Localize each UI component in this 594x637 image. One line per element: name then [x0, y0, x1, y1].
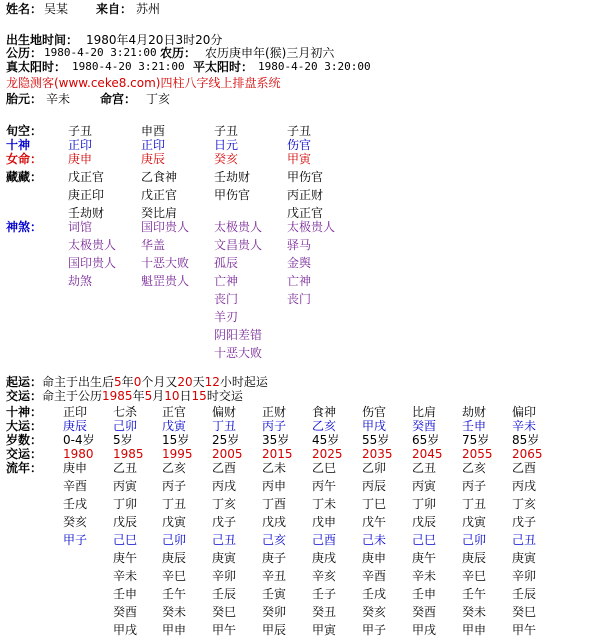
- liunian-item: 癸未: [162, 605, 187, 619]
- dayun-row-label: 岁数：: [6, 433, 43, 447]
- lunar-value: 农历庚申年(猴)三月初六: [205, 46, 335, 60]
- liunian-item: 丙子: [162, 479, 187, 493]
- liunian-item: 甲午: [212, 623, 237, 637]
- qiyun-t2: 个月又: [141, 375, 178, 389]
- pillar-xunkong: 子丑: [214, 124, 239, 138]
- dayun-shishen: 偏财: [212, 405, 237, 419]
- pillar-shensha: 劫煞: [68, 274, 93, 288]
- pillar-ganzhi: 庚辰: [141, 152, 166, 166]
- canggan-label: 藏藏：: [6, 170, 43, 184]
- dayun-year: 2005: [212, 447, 243, 461]
- liunian-item: 甲戌: [113, 623, 138, 637]
- pillar-shensha: 国印贵人: [68, 256, 117, 270]
- dayun-age: 75岁: [462, 433, 490, 447]
- pillar-shishen: 伤官: [287, 138, 312, 152]
- dayun-pillar: 乙亥: [312, 419, 337, 433]
- dayun-age: 5岁: [113, 433, 133, 447]
- pillar-shensha: 驿马: [287, 238, 312, 252]
- liunian-item: 戊午: [362, 515, 387, 529]
- liunian-item: 庚午: [113, 551, 138, 565]
- pillar-canggan: 壬劫财: [68, 206, 105, 220]
- dayun-year: 2025: [312, 447, 343, 461]
- pillar-shensha: 国印贵人: [141, 220, 190, 234]
- dayun-year: 2055: [462, 447, 493, 461]
- dayun-shishen: 劫财: [462, 405, 487, 419]
- qiyun-years: 5: [114, 375, 122, 389]
- liunian-item: 辛丑: [262, 569, 287, 583]
- dayun-shishen: 伤官: [362, 405, 387, 419]
- qiyun-t4: 小时起运: [219, 375, 268, 389]
- liunian-item: 癸酉: [113, 605, 138, 619]
- liunian-item: 壬申: [412, 587, 437, 601]
- pillar-shensha: 金舆: [287, 256, 312, 270]
- liunian-item: 辛巳: [462, 569, 487, 583]
- liunian-item: 庚申: [362, 551, 387, 565]
- pillar-xunkong: 子丑: [68, 124, 93, 138]
- name-value: 吴某: [44, 2, 69, 16]
- xunkong-label: 旬空：: [6, 124, 43, 138]
- liunian-item: 乙亥: [462, 461, 487, 475]
- liunian-item: 丁丑: [462, 497, 487, 511]
- pillar-xunkong: 申酉: [141, 124, 166, 138]
- dayun-pillar: 甲戌: [362, 419, 387, 433]
- liunian-item: 丁亥: [212, 497, 237, 511]
- liunian-item: 乙亥: [162, 461, 187, 475]
- liunian-item: 乙酉: [512, 461, 537, 475]
- dayun-year: 1980: [63, 447, 94, 461]
- liunian-item: 己亥: [262, 533, 287, 547]
- liunian-item: 丁卯: [113, 497, 138, 511]
- dayun-age: 55岁: [362, 433, 390, 447]
- dayun-age: 65岁: [412, 433, 440, 447]
- liunian-item: 戊寅: [162, 515, 187, 529]
- liunian-item: 丁酉: [262, 497, 287, 511]
- dayun-year: 1995: [162, 447, 193, 461]
- dayun-shishen: 七杀: [113, 405, 138, 419]
- liunian-item: 乙酉: [212, 461, 237, 475]
- liunian-item: 己卯: [462, 533, 487, 547]
- dayun-pillar: 戊寅: [162, 419, 187, 433]
- from-label: 来自：: [96, 2, 133, 16]
- mean-sun-label: 平太阳时：: [193, 60, 254, 74]
- liunian-item: 戊子: [512, 515, 537, 529]
- liunian-item: 丙寅: [412, 479, 437, 493]
- liunian-item: 壬申: [113, 587, 138, 601]
- dayun-shishen: 正官: [162, 405, 187, 419]
- liunian-item: 戊辰: [113, 515, 138, 529]
- pillar-ganzhi: 癸亥: [214, 152, 239, 166]
- liunian-item: 辛卯: [512, 569, 537, 583]
- liunian-item: 己未: [362, 533, 387, 547]
- liunian-item: 癸卯: [262, 605, 287, 619]
- liunian-item: 癸未: [462, 605, 487, 619]
- solar-label: 公历：: [6, 46, 43, 60]
- liunian-item: 戊申: [312, 515, 337, 529]
- solar-value: 1980-4-20 3:21:00: [44, 46, 157, 59]
- liunian-item: 丙戌: [212, 479, 237, 493]
- jiaoyun-label: 交运：: [6, 389, 43, 403]
- pillar-shensha: 亡神: [287, 274, 312, 288]
- pillar-canggan: 戊正官: [68, 170, 105, 184]
- minggong-value: 丁亥: [146, 92, 171, 106]
- dayun-age: 85岁: [512, 433, 540, 447]
- dayun-shishen: 正印: [63, 405, 88, 419]
- liunian-item: 己丑: [512, 533, 537, 547]
- dayun-row-label: 流年：: [6, 461, 43, 475]
- jiaoyun-month: 5: [144, 389, 153, 403]
- pillar-canggan: 甲伤官: [214, 188, 251, 202]
- pillar-canggan: 戊正官: [141, 188, 178, 202]
- liunian-item: 辛未: [412, 569, 437, 583]
- dayun-shishen: 食神: [312, 405, 337, 419]
- jiaoyun-hour: 15: [191, 389, 207, 403]
- minggong-label: 命宫：: [100, 92, 137, 106]
- jiaoyun-t4: 时交运: [206, 389, 243, 403]
- birth-value: 1980年4月20日3时20分: [86, 33, 223, 47]
- liunian-item: 庚寅: [212, 551, 237, 565]
- pillar-ganzhi: 甲寅: [287, 152, 312, 166]
- liunian-item: 辛未: [113, 569, 138, 583]
- dayun-pillar: 丁丑: [212, 419, 237, 433]
- pillar-shensha: 孤辰: [214, 256, 239, 270]
- qiyun-line: [6, 375, 268, 389]
- liunian-item: 戊寅: [462, 515, 487, 529]
- liunian-item: 乙丑: [412, 461, 437, 475]
- jiaoyun-text: 命主于公历: [42, 389, 103, 403]
- qiyun-text: 命主于出生后: [42, 375, 115, 389]
- liunian-item: 庚戌: [312, 551, 337, 565]
- liunian-item: 壬午: [162, 587, 187, 601]
- liunian-item: 戊子: [212, 515, 237, 529]
- dayun-year: 2015: [262, 447, 293, 461]
- jiaoyun-t2: 月: [152, 389, 165, 403]
- true-sun-label: 真太阳时：: [6, 60, 67, 74]
- shishen-label: 十神: [6, 138, 31, 152]
- dayun-age: 45岁: [312, 433, 340, 447]
- liunian-item: 庚寅: [512, 551, 537, 565]
- liunian-item: 壬戌: [362, 587, 387, 601]
- liunian-item: 辛亥: [312, 569, 337, 583]
- liunian-item: 丙子: [462, 479, 487, 493]
- liunian-item: 癸巳: [212, 605, 237, 619]
- dayun-pillar: 丙子: [262, 419, 287, 433]
- liunian-item: 癸亥: [63, 515, 88, 529]
- liunian-item: 甲子: [362, 623, 387, 637]
- liunian-item: 癸酉: [412, 605, 437, 619]
- liunian-item: 壬辰: [512, 587, 537, 601]
- liunian-item: 丁丑: [162, 497, 187, 511]
- pillar-canggan: 丙正财: [287, 188, 324, 202]
- dayun-pillar: 庚辰: [63, 419, 88, 433]
- pillar-canggan: 乙食神: [141, 170, 178, 184]
- name-label: 姓名：: [6, 2, 43, 16]
- liunian-item: 戊戌: [262, 515, 287, 529]
- qiyun-hours: 12: [204, 375, 220, 389]
- liunian-item: 庚申: [63, 461, 88, 475]
- jiaoyun-year: 1985: [102, 389, 133, 403]
- dayun-year: 1985: [113, 447, 144, 461]
- liunian-item: 辛巳: [162, 569, 187, 583]
- liunian-item: 己丑: [212, 533, 237, 547]
- mean-sun-value: 1980-4-20 3:20:00: [258, 60, 371, 73]
- nvming-label: 女命：: [6, 152, 43, 166]
- taiyuan-value: 辛未: [46, 92, 71, 106]
- pillar-shensha: 丧门: [287, 292, 312, 306]
- liunian-item: 甲子: [63, 533, 88, 547]
- pillar-xunkong: 子丑: [287, 124, 312, 138]
- qiyun-t1: 年: [121, 375, 134, 389]
- liunian-item: 甲辰: [262, 623, 287, 637]
- jiaoyun-t1: 年: [132, 389, 145, 403]
- dayun-pillar: 己卯: [113, 419, 138, 433]
- liunian-item: 庚午: [412, 551, 437, 565]
- liunian-item: 甲申: [462, 623, 487, 637]
- pillar-shensha: 文昌贵人: [214, 238, 263, 252]
- jiaoyun-line: [6, 389, 243, 403]
- liunian-item: 壬午: [462, 587, 487, 601]
- liunian-item: 辛卯: [212, 569, 237, 583]
- qiyun-label: 起运：: [6, 375, 43, 389]
- dayun-row-label: 交运：: [6, 447, 43, 461]
- liunian-item: 壬辰: [212, 587, 237, 601]
- dayun-shishen: 偏印: [512, 405, 537, 419]
- pillar-shishen: 正印: [141, 138, 166, 152]
- pillar-canggan: 癸比肩: [141, 206, 178, 220]
- pillar-shensha: 阴阳差错: [214, 328, 263, 342]
- pillar-canggan: 壬劫财: [214, 170, 251, 184]
- liunian-item: 戊辰: [412, 515, 437, 529]
- pillar-shensha: 太极贵人: [214, 220, 263, 234]
- liunian-item: 癸巳: [512, 605, 537, 619]
- shensha-label: 神煞：: [6, 220, 43, 234]
- dayun-year: 2065: [512, 447, 543, 461]
- dayun-shishen: 比肩: [412, 405, 437, 419]
- dayun-age: 25岁: [212, 433, 240, 447]
- pillar-shensha: 太极贵人: [287, 220, 336, 234]
- dayun-pillar: 癸酉: [412, 419, 437, 433]
- liunian-item: 丙戌: [512, 479, 537, 493]
- liunian-item: 丙申: [262, 479, 287, 493]
- pillar-shishen: 日元: [214, 138, 239, 152]
- dayun-pillar: 壬申: [462, 419, 487, 433]
- liunian-item: 乙未: [262, 461, 287, 475]
- liunian-item: 丁卯: [412, 497, 437, 511]
- lunar-label: 农历：: [160, 46, 197, 60]
- pillar-canggan: 甲伤官: [287, 170, 324, 184]
- liunian-item: 壬戌: [63, 497, 88, 511]
- pillar-shensha: 羊刃: [214, 310, 239, 324]
- true-sun-value: 1980-4-20 3:21:00: [72, 60, 185, 73]
- liunian-item: 己卯: [162, 533, 187, 547]
- liunian-item: 丙午: [312, 479, 337, 493]
- qiyun-months: 0: [133, 375, 142, 389]
- pillar-shensha: 词馆: [68, 220, 93, 234]
- liunian-item: 丙寅: [113, 479, 138, 493]
- liunian-item: 癸丑: [312, 605, 337, 619]
- dayun-year: 2035: [362, 447, 393, 461]
- pillar-shensha: 太极贵人: [68, 238, 117, 252]
- liunian-item: 丁未: [312, 497, 337, 511]
- liunian-item: 甲寅: [312, 623, 337, 637]
- dayun-pillar: 辛未: [512, 419, 537, 433]
- liunian-item: 辛酉: [362, 569, 387, 583]
- liunian-item: 乙卯: [362, 461, 387, 475]
- jiaoyun-t3: 日: [179, 389, 192, 403]
- dayun-year: 2045: [412, 447, 443, 461]
- liunian-item: 庚子: [262, 551, 287, 565]
- qiyun-t3: 天: [192, 375, 205, 389]
- pillar-ganzhi: 庚申: [68, 152, 93, 166]
- liunian-item: 庚辰: [162, 551, 187, 565]
- liunian-item: 乙丑: [113, 461, 138, 475]
- pillar-shensha: 亡神: [214, 274, 239, 288]
- pillar-shishen: 正印: [68, 138, 93, 152]
- liunian-item: 丁亥: [512, 497, 537, 511]
- liunian-item: 丁巳: [362, 497, 387, 511]
- liunian-item: 壬寅: [262, 587, 287, 601]
- liunian-item: 壬子: [312, 587, 337, 601]
- liunian-item: 丙辰: [362, 479, 387, 493]
- liunian-item: 癸亥: [362, 605, 387, 619]
- liunian-item: 己巳: [412, 533, 437, 547]
- liunian-item: 辛酉: [63, 479, 88, 493]
- pillar-canggan: 戊正官: [287, 206, 324, 220]
- pillar-shensha: 华盖: [141, 238, 166, 252]
- liunian-item: 乙巳: [312, 461, 337, 475]
- pillar-canggan: 庚正印: [68, 188, 105, 202]
- liunian-item: 己巳: [113, 533, 138, 547]
- dayun-row-label: 十神：: [6, 405, 43, 419]
- liunian-item: 甲申: [162, 623, 187, 637]
- qiyun-days: 20: [177, 375, 193, 389]
- dayun-age: 15岁: [162, 433, 190, 447]
- pillar-shensha: 十恶大败: [214, 346, 263, 360]
- liunian-item: 甲戌: [412, 623, 437, 637]
- liunian-item: 甲午: [512, 623, 537, 637]
- from-value: 苏州: [136, 2, 161, 16]
- jiaoyun-day: 10: [164, 389, 180, 403]
- pillar-shensha: 丧门: [214, 292, 239, 306]
- pillar-shensha: 魁罡贵人: [141, 274, 190, 288]
- dayun-age: 0-4岁: [63, 433, 95, 447]
- site-link[interactable]: 龙隐测客(www.ceke8.com)四柱八字线上排盘系统: [6, 76, 281, 90]
- dayun-shishen: 正财: [262, 405, 287, 419]
- taiyuan-label: 胎元：: [6, 92, 43, 106]
- liunian-item: 庚辰: [462, 551, 487, 565]
- liunian-item: 己酉: [312, 533, 337, 547]
- dayun-age: 35岁: [262, 433, 290, 447]
- birth-label: 出生地时间：: [6, 33, 79, 47]
- dayun-row-label: 大运：: [6, 419, 43, 433]
- pillar-shensha: 十恶大败: [141, 256, 190, 270]
